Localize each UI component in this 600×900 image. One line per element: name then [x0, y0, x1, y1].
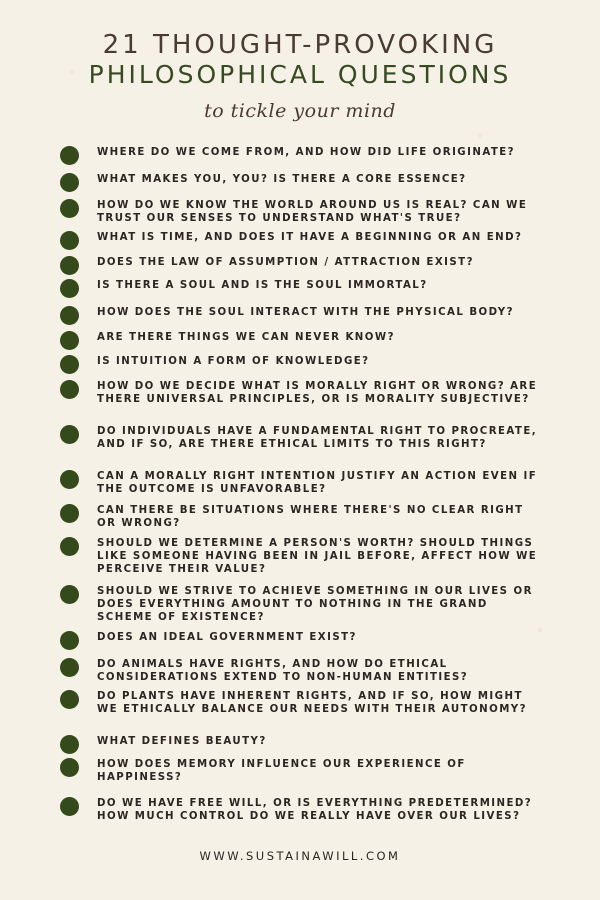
subtitle-script: to tickle your mind	[204, 100, 396, 122]
bullet-dot-icon	[60, 231, 79, 250]
question-text: IS INTUITION A FORM OF KNOWLEDGE?	[97, 356, 370, 367]
bullet-dot-icon	[60, 504, 79, 523]
bullet-dot-icon	[60, 797, 79, 816]
question-text: DO WE HAVE FREE WILL, OR IS EVERYTHING PREDETERMINED? HOW MUCH CONTROL DO WE REALLY HAVE OVER OUR LIVES?	[97, 798, 533, 822]
question-text: ARE THERE THINGS WE CAN NEVER KNOW?	[97, 332, 395, 343]
bullet-dot-icon	[60, 331, 79, 350]
question-text: CAN THERE BE SITUATIONS WHERE THERE'S NO CLEAR RIGHT OR WRONG?	[97, 505, 524, 529]
question-text: DOES THE LAW OF ASSUMPTION / ATTRACTION EXIST?	[97, 257, 474, 268]
question-text: WHAT DEFINES BEAUTY?	[97, 736, 267, 747]
question-text: HOW DOES MEMORY INFLUENCE OUR EXPERIENCE OF HAPPINESS?	[97, 759, 466, 783]
bullet-dot-icon	[60, 146, 79, 165]
bullet-dot-icon	[60, 380, 79, 399]
question-text: WHERE DO WE COME FROM, AND HOW DID LIFE ORIGINATE?	[97, 147, 516, 158]
bullet-dot-icon	[60, 470, 79, 489]
bullet-dot-icon	[60, 735, 79, 754]
bullet-dot-icon	[60, 279, 79, 298]
question-text: HOW DOES THE SOUL INTERACT WITH THE PHYSICAL BODY?	[97, 307, 514, 318]
bullet-dot-icon	[60, 425, 79, 444]
question-text: WHAT IS TIME, AND DOES IT HAVE A BEGINNING OR AN END?	[97, 232, 523, 243]
title-line-2: PHILOSOPHICAL QUESTIONS	[88, 60, 512, 89]
bullet-dot-icon	[60, 306, 79, 325]
question-text: DO ANIMALS HAVE RIGHTS, AND HOW DO ETHICAL CONSIDERATIONS EXTEND TO NON-HUMAN ENTITIES?	[97, 659, 469, 683]
bullet-dot-icon	[60, 631, 79, 650]
question-text: WHAT MAKES YOU, YOU? IS THERE A CORE ESSENCE?	[97, 174, 467, 185]
question-text: DO INDIVIDUALS HAVE A FUNDAMENTAL RIGHT TO PROCREATE, AND IF SO, ARE THERE ETHICAL LIMITS TO THIS RIGHT?	[97, 426, 538, 450]
question-text: SHOULD WE DETERMINE A PERSON'S WORTH? SHOULD THINGS LIKE SOMEONE HAVING BEEN IN JAIL BEFORE, AFFECT HOW WE PERCEIVE THEIR VALUE?	[97, 538, 538, 575]
bullet-dot-icon	[60, 658, 79, 677]
bullet-dot-icon	[60, 355, 79, 374]
website-footer: WWW.SUSTAINAWILL.COM	[199, 849, 401, 863]
bullet-dot-icon	[60, 256, 79, 275]
question-text: DOES AN IDEAL GOVERNMENT EXIST?	[97, 632, 357, 643]
bullet-dot-icon	[60, 585, 79, 604]
question-text: CAN A MORALLY RIGHT INTENTION JUSTIFY AN ACTION EVEN IF THE OUTCOME IS UNFAVORABLE?	[97, 471, 538, 495]
bullet-dot-icon	[60, 199, 79, 218]
question-text: DO PLANTS HAVE INHERENT RIGHTS, AND IF SO, HOW MIGHT WE ETHICALLY BALANCE OUR NEEDS WITH THEIR AUTONOMY?	[97, 691, 527, 715]
question-text: IS THERE A SOUL AND IS THE SOUL IMMORTAL?	[97, 280, 428, 291]
bullet-dot-icon	[60, 758, 79, 777]
question-text: HOW DO WE KNOW THE WORLD AROUND US IS REAL? CAN WE TRUST OUR SENSES TO UNDERSTAND WHAT'S TRUE?	[97, 200, 528, 224]
question-text: SHOULD WE STRIVE TO ACHIEVE SOMETHING IN OUR LIVES OR DOES EVERYTHING AMOUNT TO NOTHING IN THE GRAND SCHEME OF EXISTENCE?	[97, 586, 533, 623]
question-text: HOW DO WE DECIDE WHAT IS MORALLY RIGHT OR WRONG? ARE THERE UNIVERSAL PRINCIPLES, OR IS MORALITY SUBJECTIVE?	[97, 381, 538, 405]
bullet-dot-icon	[60, 537, 79, 556]
title-line-1: 21 THOUGHT-PROVOKING	[102, 30, 498, 60]
bullet-dot-icon	[60, 173, 79, 192]
bullet-dot-icon	[60, 690, 79, 709]
